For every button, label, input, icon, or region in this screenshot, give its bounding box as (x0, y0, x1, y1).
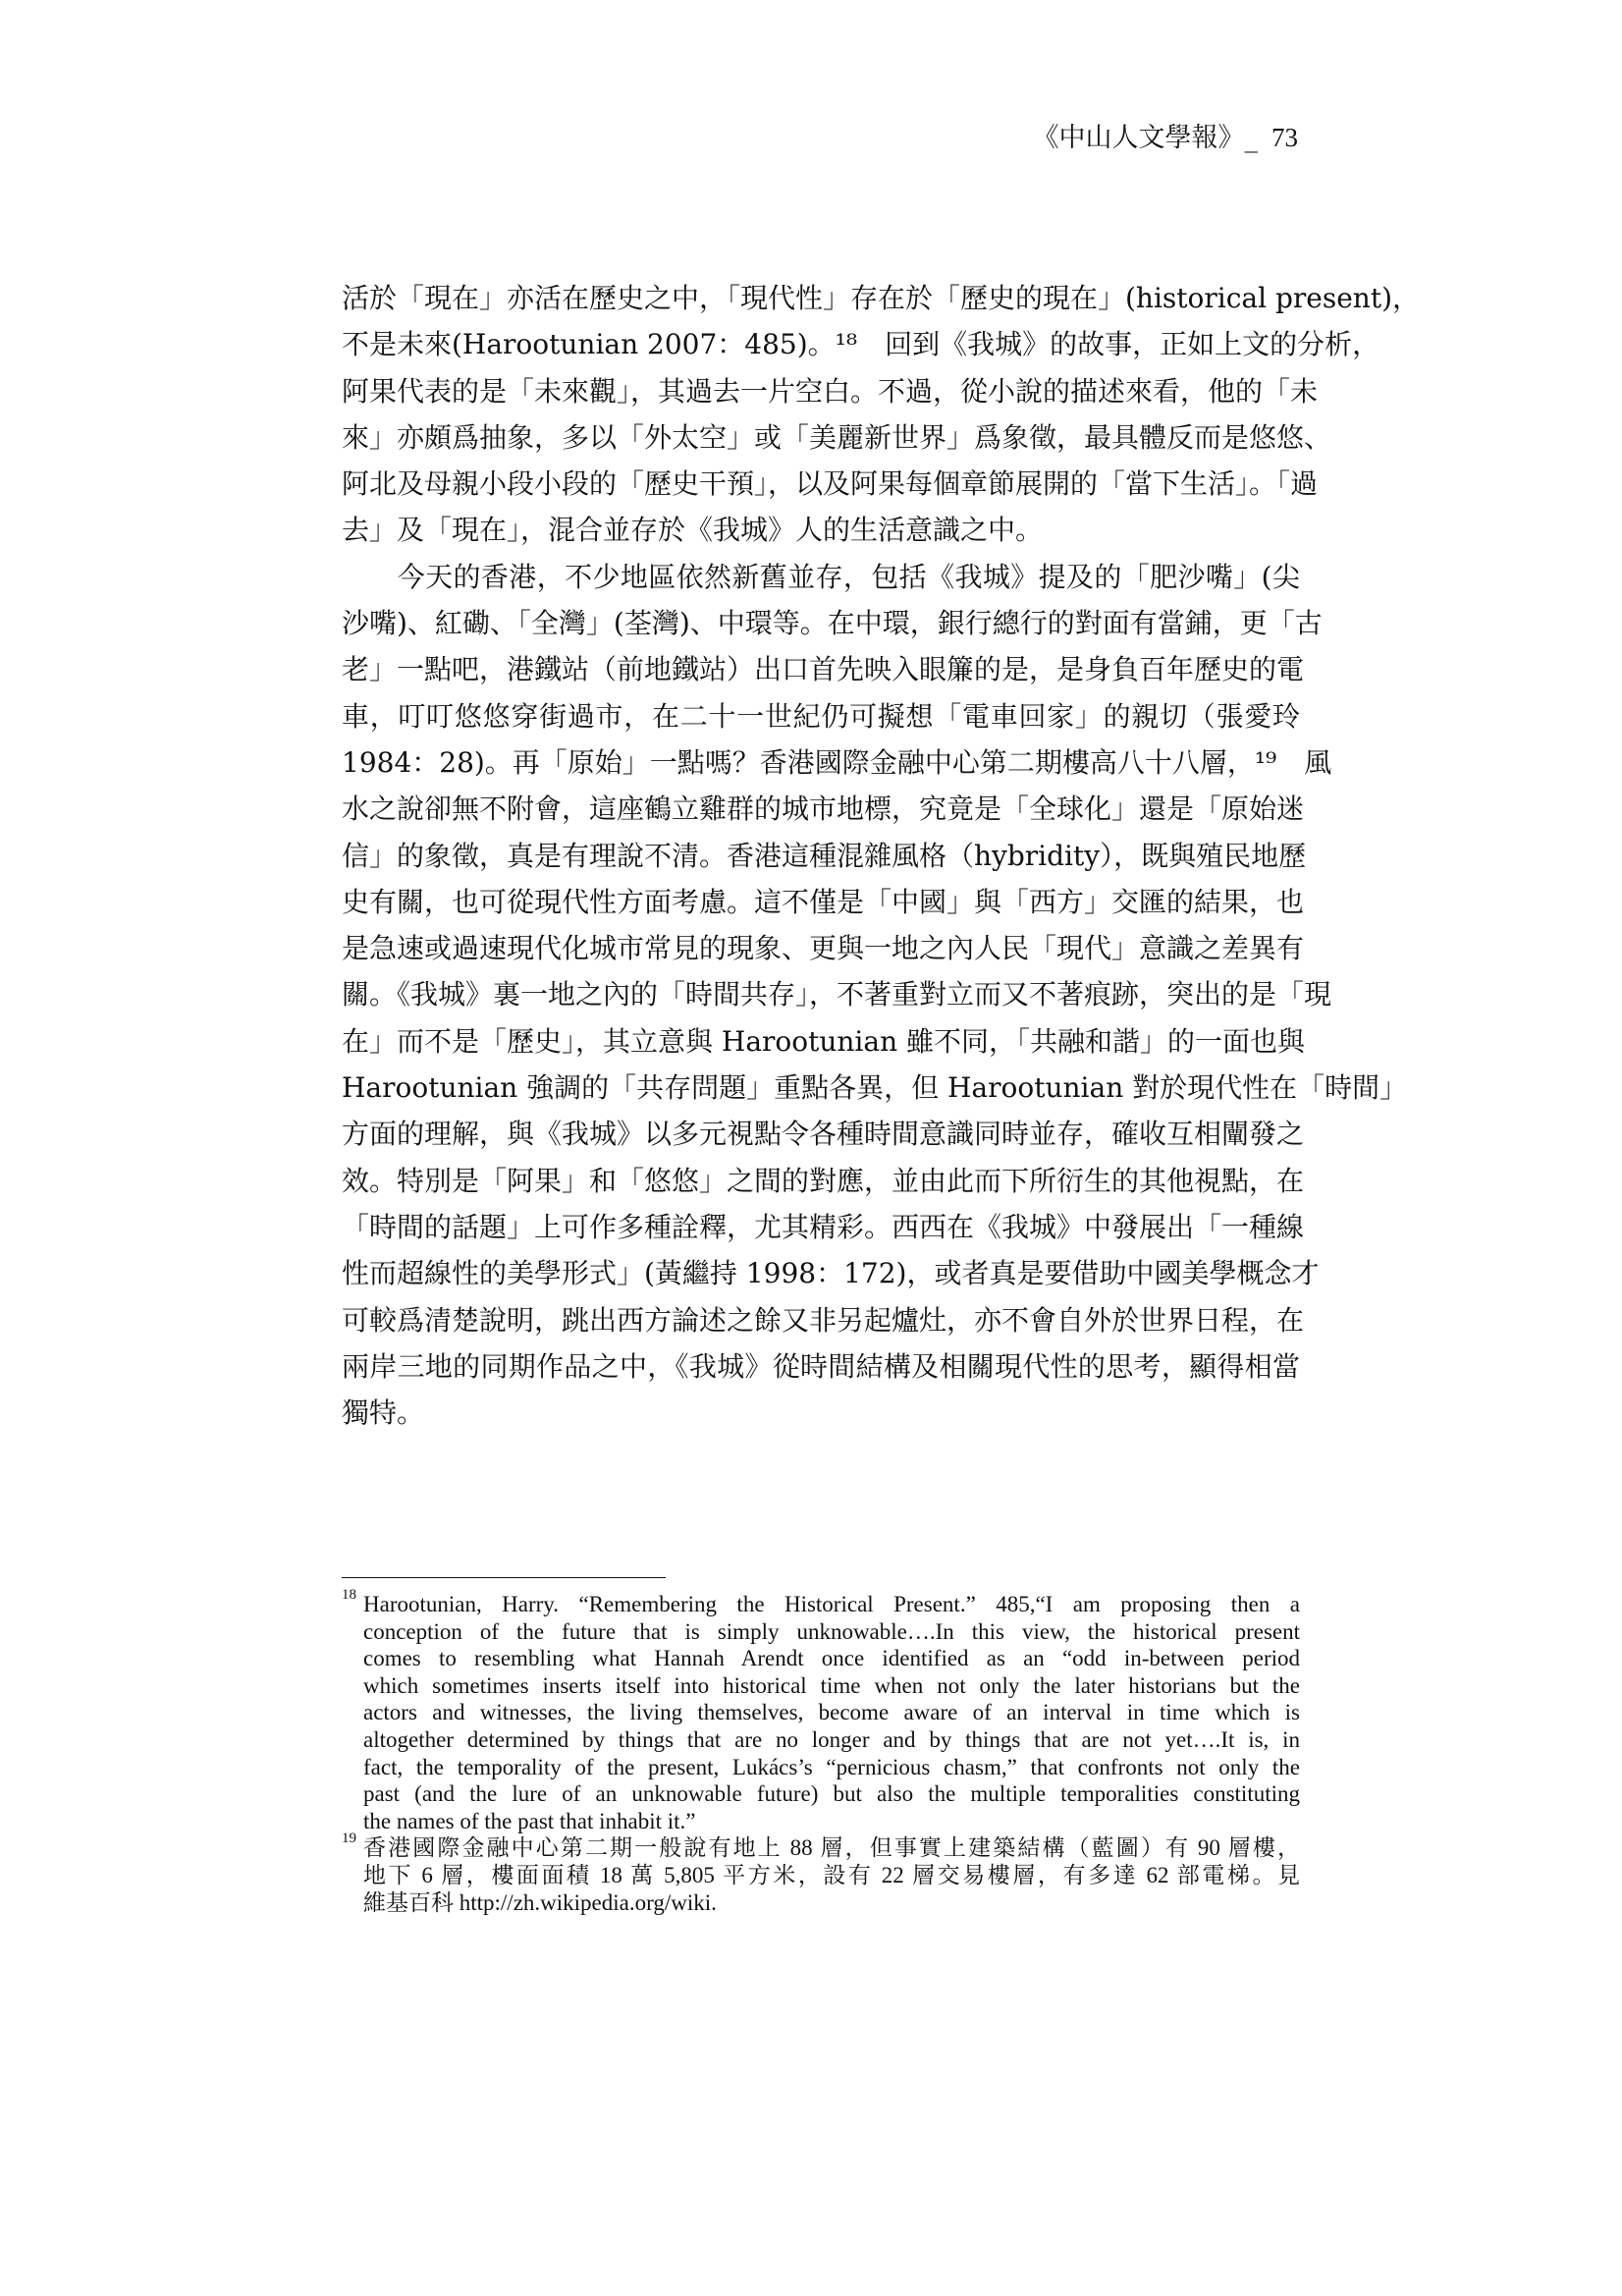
footnote-19 (342, 1831, 1300, 1916)
footnote-18 (342, 1587, 1300, 1834)
footnote-line: conception of the future that is simply unknowable….In this view, the historical present (363, 1618, 1300, 1644)
body-line: 活於「現在」亦活在歷史之中，「現代性」存在於「歷史的現在」(historical present)， (342, 282, 1420, 314)
body-line: 可較爲清楚說明，跳出西方論述之餘又非另起爐灶，亦不會自外於世界日程，在 (342, 1303, 1305, 1337)
body-line: 今天的香港，不少地區依然新舊並存，包括《我城》提及的「肥沙嘴」(尖 (342, 560, 1300, 593)
body-line: 效。特別是「阿果」和「悠悠」之間的對應，並由此而下所衍生的其他視點，在 (342, 1164, 1305, 1197)
footnote-number: 19 (342, 1831, 356, 1847)
footnote-line: fact, the temporality of the present, Lukács’s “pernicious chasm,” that confronts not only the (363, 1754, 1300, 1779)
footnote-line: past (and the lure of an unknowable future) but also the multiple temporalities constituting (363, 1781, 1300, 1807)
footnote-line: which sometimes inserts itself into historical time when not only the later historians but the (363, 1672, 1300, 1698)
footnote-line: altogether determined by things that are no longer and by things that are not yet….It is, in (363, 1726, 1300, 1752)
running-header (982, 116, 1298, 154)
body-line: 性而超線性的美學形式」(黃繼持 1998：172)，或者真是要借助中國美學概念才 (342, 1257, 1320, 1290)
body-line: 老」一點吧，港鐵站（前地鐵站）出口首先映入眼簾的是，是身負百年歷史的電 (342, 653, 1305, 686)
body-line: 阿果代表的是「未來觀」，其過去一片空白。不過，從小說的描述來看，他的「未 (342, 374, 1319, 408)
body-line: 「時間的話題」上可作多種詮釋，尤其精彩。西西在《我城》中發展出「一種線 (342, 1210, 1305, 1243)
body-line: 阿北及母親小段小段的「歷史干預」，以及阿果每個章節展開的「當下生活」。「過 (342, 467, 1319, 501)
body-line: 方面的理解，與《我城》以多元視點令各種時間意識同時並存，確收互相闡發之 (342, 1118, 1305, 1151)
body-line: 兩岸三地的同期作品之中，《我城》從時間結構及相關現代性的思考，顯得相當 (342, 1349, 1300, 1383)
footnote-line: 香港國際金融中心第二期一般說有地上 88 層，但事實上建築結構（藍圖）有 90 層樓， (363, 1835, 1300, 1861)
page-number: 73 (1271, 123, 1298, 152)
body-line: 史有關，也可從現代性方面考慮。這不僅是「中國」與「西方」交匯的結果，也 (342, 885, 1305, 918)
body-line: 不是未來(Harootunian 2007：485)。¹⁸ 回到《我城》的故事，正如上文的分析， (342, 328, 1380, 361)
footnote-line: comes to resembling what Hannah Arendt once identified as an “odd in-between period (363, 1646, 1300, 1671)
body-line: 信」的象徵，真是有理說不清。香港這種混雜風格（hybridity），既與殖民地歷 (342, 839, 1307, 872)
body-line: 獨特。 (342, 1396, 425, 1430)
footnote-line: the names of the past that inhabit it.” (363, 1808, 696, 1833)
body-text (342, 275, 1420, 1436)
footnotes (342, 1587, 1300, 1916)
footnote-line: actors and witnesses, the living themselves, become aware of an interval in time which is (363, 1700, 1300, 1725)
journal-title: 《中山人文學報》_ (1032, 123, 1258, 153)
body-line: 沙嘴)、紅磡、「全灣」(荃灣)、中環等。在中環，銀行總行的對面有當鋪，更「古 (342, 607, 1323, 640)
body-line: 在」而不是「歷史」，其立意與 Harootunian 雖不同，「共融和諧」的一面也與 (342, 1024, 1306, 1058)
body-line: 來」亦頗爲抽象，多以「外太空」或「美麗新世界」爲象徵，最具體反而是悠悠、 (342, 420, 1332, 454)
body-line: 關。《我城》裏一地之內的「時間共存」，不著重對立而又不著痕跡，突出的是「現 (342, 978, 1332, 1011)
body-line: 1984：28)。再「原始」一點嗎？香港國際金融中心第二期樓高八十八層，¹⁹ 風 (342, 745, 1332, 779)
body-line: 是急速或過速現代化城市常見的現象、更與一地之內人民「現代」意識之差異有 (342, 932, 1305, 965)
body-line: 車，叮叮悠悠穿街過市，在二十一世紀仍可擬想「電車回家」的親切（張愛玲 (342, 699, 1300, 733)
body-line: 去」及「現在」，混合並存於《我城》人的生活意識之中。 (342, 514, 1044, 547)
footnote-line: 維基百科 http://zh.wikipedia.org/wiki. (363, 1889, 717, 1915)
footnote-separator (342, 1577, 666, 1578)
body-line: 水之說卻無不附會，這座鶴立雞群的城市地標，究竟是「全球化」還是「原始迷 (342, 793, 1305, 826)
footnote-number: 18 (342, 1587, 356, 1603)
body-line: Harootunian 強調的「共存問題」重點各異，但 Harootunian 對於現代性在「時間」 (342, 1071, 1408, 1105)
footnote-line: Harootunian, Harry. “Remembering the Historical Present.” 485,“I am proposing then a (363, 1592, 1300, 1616)
footnote-line: 地下 6 層，樓面面積 18 萬 5,805 平方米，設有 22 層交易樓層，有多達 62 部電梯。見 (363, 1862, 1300, 1887)
